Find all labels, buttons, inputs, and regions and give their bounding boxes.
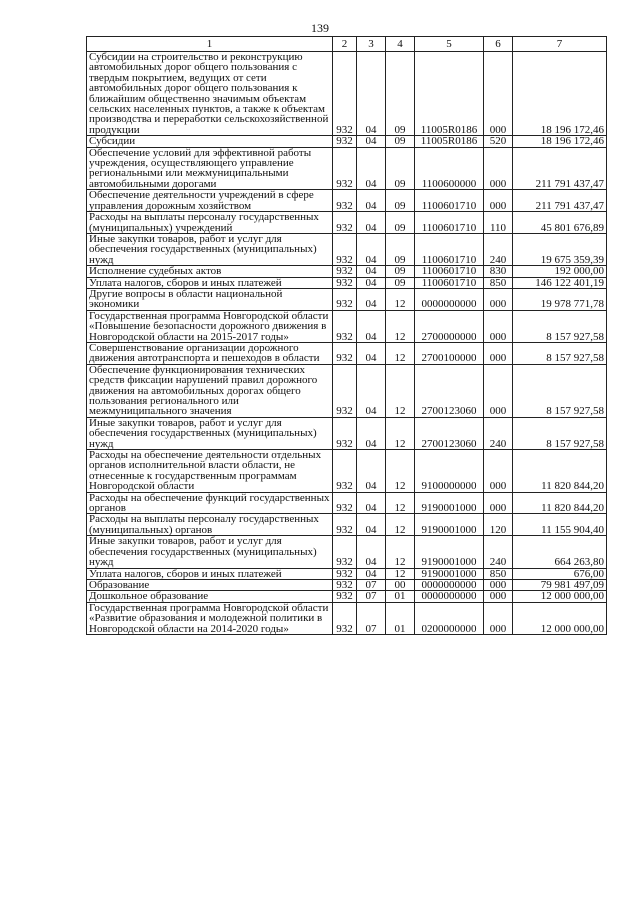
target-article-code-cell: 0200000000 (415, 602, 484, 634)
header-cell: 5 (415, 37, 484, 52)
row-name-cell: Обеспечение условий для эффективной работы учреждения, осуществляющего управление региональными или межмуниципальными автомобильными дорогами (87, 147, 333, 190)
section-code-cell: 04 (357, 342, 386, 364)
expense-type-code-cell: 000 (484, 190, 513, 212)
section-code-cell: 07 (357, 591, 386, 602)
row-name-cell: Уплата налогов, сборов и иных платежей (87, 277, 333, 288)
amount-cell: 79 981 497,09 (513, 579, 607, 590)
section-code-cell: 04 (357, 514, 386, 536)
target-article-code-cell: 9190001000 (415, 492, 484, 514)
section-code-cell: 04 (357, 266, 386, 277)
section-code-cell: 04 (357, 136, 386, 147)
amount-cell: 11 155 904,40 (513, 514, 607, 536)
expense-type-code-cell: 240 (484, 417, 513, 449)
subsection-code-cell: 12 (386, 417, 415, 449)
ministry-code-cell: 932 (333, 450, 357, 493)
subsection-code-cell: 12 (386, 342, 415, 364)
ministry-code-cell: 932 (333, 536, 357, 568)
target-article-code-cell: 11005R0186 (415, 52, 484, 136)
amount-cell: 18 196 172,46 (513, 52, 607, 136)
target-article-code-cell: 0000000000 (415, 579, 484, 590)
expense-type-code-cell: 830 (484, 266, 513, 277)
table-row (87, 514, 607, 536)
table-row (87, 266, 607, 277)
section-code-cell: 04 (357, 417, 386, 449)
table-row (87, 579, 607, 590)
amount-cell: 45 801 676,89 (513, 212, 607, 234)
table-body (87, 52, 607, 635)
amount-cell: 192 000,00 (513, 266, 607, 277)
expense-type-code-cell: 000 (484, 591, 513, 602)
ministry-code-cell: 932 (333, 342, 357, 364)
section-code-cell: 07 (357, 579, 386, 590)
section-code-cell: 04 (357, 190, 386, 212)
expense-type-code-cell: 000 (484, 310, 513, 342)
ministry-code-cell: 932 (333, 579, 357, 590)
expense-type-code-cell: 120 (484, 514, 513, 536)
target-article-code-cell: 1100600000 (415, 147, 484, 190)
table-row (87, 288, 607, 310)
target-article-code-cell: 9190001000 (415, 514, 484, 536)
subsection-code-cell: 12 (386, 568, 415, 579)
amount-cell: 12 000 000,00 (513, 591, 607, 602)
ministry-code-cell: 932 (333, 266, 357, 277)
table-row (87, 342, 607, 364)
row-name-cell: Государственная программа Новгородской области «Повышение безопасности дорожного движения в Новгородской области на 2015-2017 годы» (87, 310, 333, 342)
budget-table (86, 36, 607, 635)
section-code-cell: 04 (357, 536, 386, 568)
ministry-code-cell: 932 (333, 492, 357, 514)
ministry-code-cell: 932 (333, 52, 357, 136)
expense-type-code-cell: 000 (484, 602, 513, 634)
amount-cell: 11 820 844,20 (513, 450, 607, 493)
section-code-cell: 04 (357, 147, 386, 190)
amount-cell: 19 675 359,39 (513, 233, 607, 265)
row-name-cell: Иные закупки товаров, работ и услуг для обеспечения государственных (муниципальных) нужд (87, 417, 333, 449)
target-article-code-cell: 1100601710 (415, 233, 484, 265)
row-name-cell: Совершенствование организации дорожного движения автотранспорта и пешеходов в области (87, 342, 333, 364)
expense-type-code-cell: 850 (484, 568, 513, 579)
ministry-code-cell: 932 (333, 288, 357, 310)
target-article-code-cell: 1100601710 (415, 266, 484, 277)
row-name-cell: Субсидии (87, 136, 333, 147)
target-article-code-cell: 2700100000 (415, 342, 484, 364)
table-row (87, 190, 607, 212)
header-row (87, 37, 607, 52)
table-row (87, 417, 607, 449)
table-row (87, 568, 607, 579)
page-number: 139 (311, 21, 329, 35)
section-code-cell: 04 (357, 233, 386, 265)
row-name-cell: Образование (87, 579, 333, 590)
table-row (87, 52, 607, 136)
row-name-cell: Государственная программа Новгородской области «Развитие образования и молодежной политики в Новгородской области на 2014-2020 годы» (87, 602, 333, 634)
expense-type-code-cell: 000 (484, 147, 513, 190)
table-row (87, 233, 607, 265)
expense-type-code-cell: 520 (484, 136, 513, 147)
subsection-code-cell: 00 (386, 579, 415, 590)
ministry-code-cell: 932 (333, 233, 357, 265)
target-article-code-cell: 1100601710 (415, 190, 484, 212)
target-article-code-cell: 0000000000 (415, 288, 484, 310)
row-name-cell: Дошкольное образование (87, 591, 333, 602)
row-name-cell: Расходы на выплаты персоналу государственных (муниципальных) органов (87, 514, 333, 536)
row-name-cell: Иные закупки товаров, работ и услуг для обеспечения государственных (муниципальных) нужд (87, 536, 333, 568)
expense-type-code-cell: 000 (484, 288, 513, 310)
section-code-cell: 04 (357, 568, 386, 579)
subsection-code-cell: 12 (386, 514, 415, 536)
row-name-cell: Другие вопросы в области национальной экономики (87, 288, 333, 310)
expense-type-code-cell: 850 (484, 277, 513, 288)
table-row (87, 602, 607, 634)
target-article-code-cell: 9100000000 (415, 450, 484, 493)
ministry-code-cell: 932 (333, 190, 357, 212)
target-article-code-cell: 11005R0186 (415, 136, 484, 147)
expense-type-code-cell: 240 (484, 233, 513, 265)
expense-type-code-cell: 000 (484, 52, 513, 136)
table-row (87, 492, 607, 514)
header-cell: 7 (513, 37, 607, 52)
amount-cell: 146 122 401,19 (513, 277, 607, 288)
ministry-code-cell: 932 (333, 364, 357, 417)
expense-type-code-cell: 000 (484, 450, 513, 493)
amount-cell: 8 157 927,58 (513, 342, 607, 364)
amount-cell: 18 196 172,46 (513, 136, 607, 147)
subsection-code-cell: 12 (386, 288, 415, 310)
section-code-cell: 04 (357, 288, 386, 310)
ministry-code-cell: 932 (333, 591, 357, 602)
subsection-code-cell: 09 (386, 147, 415, 190)
expense-type-code-cell: 000 (484, 579, 513, 590)
row-name-cell: Исполнение судебных актов (87, 266, 333, 277)
amount-cell: 8 157 927,58 (513, 417, 607, 449)
target-article-code-cell: 1100601710 (415, 212, 484, 234)
ministry-code-cell: 932 (333, 568, 357, 579)
subsection-code-cell: 12 (386, 364, 415, 417)
target-article-code-cell: 9190001000 (415, 536, 484, 568)
ministry-code-cell: 932 (333, 136, 357, 147)
ministry-code-cell: 932 (333, 310, 357, 342)
amount-cell: 12 000 000,00 (513, 602, 607, 634)
subsection-code-cell: 01 (386, 602, 415, 634)
row-name-cell: Обеспечение деятельности учреждений в сфере управления дорожным хозяйством (87, 190, 333, 212)
expense-type-code-cell: 240 (484, 536, 513, 568)
table-row (87, 277, 607, 288)
row-name-cell: Уплата налогов, сборов и иных платежей (87, 568, 333, 579)
ministry-code-cell: 932 (333, 514, 357, 536)
subsection-code-cell: 09 (386, 277, 415, 288)
row-name-cell: Иные закупки товаров, работ и услуг для обеспечения государственных (муниципальных) нужд (87, 233, 333, 265)
target-article-code-cell: 9190001000 (415, 568, 484, 579)
header-cell: 4 (386, 37, 415, 52)
header-cell: 6 (484, 37, 513, 52)
ministry-code-cell: 932 (333, 212, 357, 234)
ministry-code-cell: 932 (333, 147, 357, 190)
amount-cell: 19 978 771,78 (513, 288, 607, 310)
subsection-code-cell: 12 (386, 492, 415, 514)
table-row (87, 136, 607, 147)
table-row (87, 310, 607, 342)
section-code-cell: 04 (357, 310, 386, 342)
section-code-cell: 04 (357, 277, 386, 288)
section-code-cell: 07 (357, 602, 386, 634)
subsection-code-cell: 09 (386, 190, 415, 212)
section-code-cell: 04 (357, 450, 386, 493)
expense-type-code-cell: 000 (484, 342, 513, 364)
subsection-code-cell: 09 (386, 136, 415, 147)
amount-cell: 664 263,80 (513, 536, 607, 568)
header-cell: 3 (357, 37, 386, 52)
section-code-cell: 04 (357, 492, 386, 514)
section-code-cell: 04 (357, 364, 386, 417)
target-article-code-cell: 2700123060 (415, 364, 484, 417)
table-row (87, 364, 607, 417)
ministry-code-cell: 932 (333, 602, 357, 634)
section-code-cell: 04 (357, 212, 386, 234)
target-article-code-cell: 0000000000 (415, 591, 484, 602)
target-article-code-cell: 2700123060 (415, 417, 484, 449)
row-name-cell: Расходы на обеспечение деятельности отдельных органов исполнительной власти области, не отнесенные к государственным программам Новгородской области (87, 450, 333, 493)
expense-type-code-cell: 000 (484, 364, 513, 417)
subsection-code-cell: 09 (386, 52, 415, 136)
subsection-code-cell: 12 (386, 450, 415, 493)
row-name-cell: Расходы на выплаты персоналу государственных (муниципальных) учреждений (87, 212, 333, 234)
header-cell: 1 (87, 37, 333, 52)
table-row (87, 591, 607, 602)
section-code-cell: 04 (357, 52, 386, 136)
table-row (87, 212, 607, 234)
target-article-code-cell: 2700000000 (415, 310, 484, 342)
amount-cell: 676,00 (513, 568, 607, 579)
amount-cell: 8 157 927,58 (513, 310, 607, 342)
row-name-cell: Расходы на обеспечение функций государственных органов (87, 492, 333, 514)
amount-cell: 8 157 927,58 (513, 364, 607, 417)
subsection-code-cell: 09 (386, 233, 415, 265)
target-article-code-cell: 1100601710 (415, 277, 484, 288)
subsection-code-cell: 09 (386, 212, 415, 234)
amount-cell: 211 791 437,47 (513, 147, 607, 190)
table-row (87, 450, 607, 493)
subsection-code-cell: 12 (386, 310, 415, 342)
header-cell: 2 (333, 37, 357, 52)
expense-type-code-cell: 110 (484, 212, 513, 234)
ministry-code-cell: 932 (333, 277, 357, 288)
amount-cell: 211 791 437,47 (513, 190, 607, 212)
row-name-cell: Обеспечение функционирования технических средств фиксации нарушений правил дорожного движения на автомобильных дорогах общего пользования регионального или межмуниципального значения (87, 364, 333, 417)
expense-type-code-cell: 000 (484, 492, 513, 514)
subsection-code-cell: 12 (386, 536, 415, 568)
table-row (87, 147, 607, 190)
subsection-code-cell: 09 (386, 266, 415, 277)
row-name-cell: Субсидии на строительство и реконструкцию автомобильных дорог общего пользования с твердым покрытием, ведущих от сети автомобильных дорог общего пользования к ближайшим общественно значимым объектам сельских населенных пунктов, а также к объектам производства и переработки сельскохозяйственной продукции (87, 52, 333, 136)
ministry-code-cell: 932 (333, 417, 357, 449)
subsection-code-cell: 01 (386, 591, 415, 602)
table-row (87, 536, 607, 568)
amount-cell: 11 820 844,20 (513, 492, 607, 514)
